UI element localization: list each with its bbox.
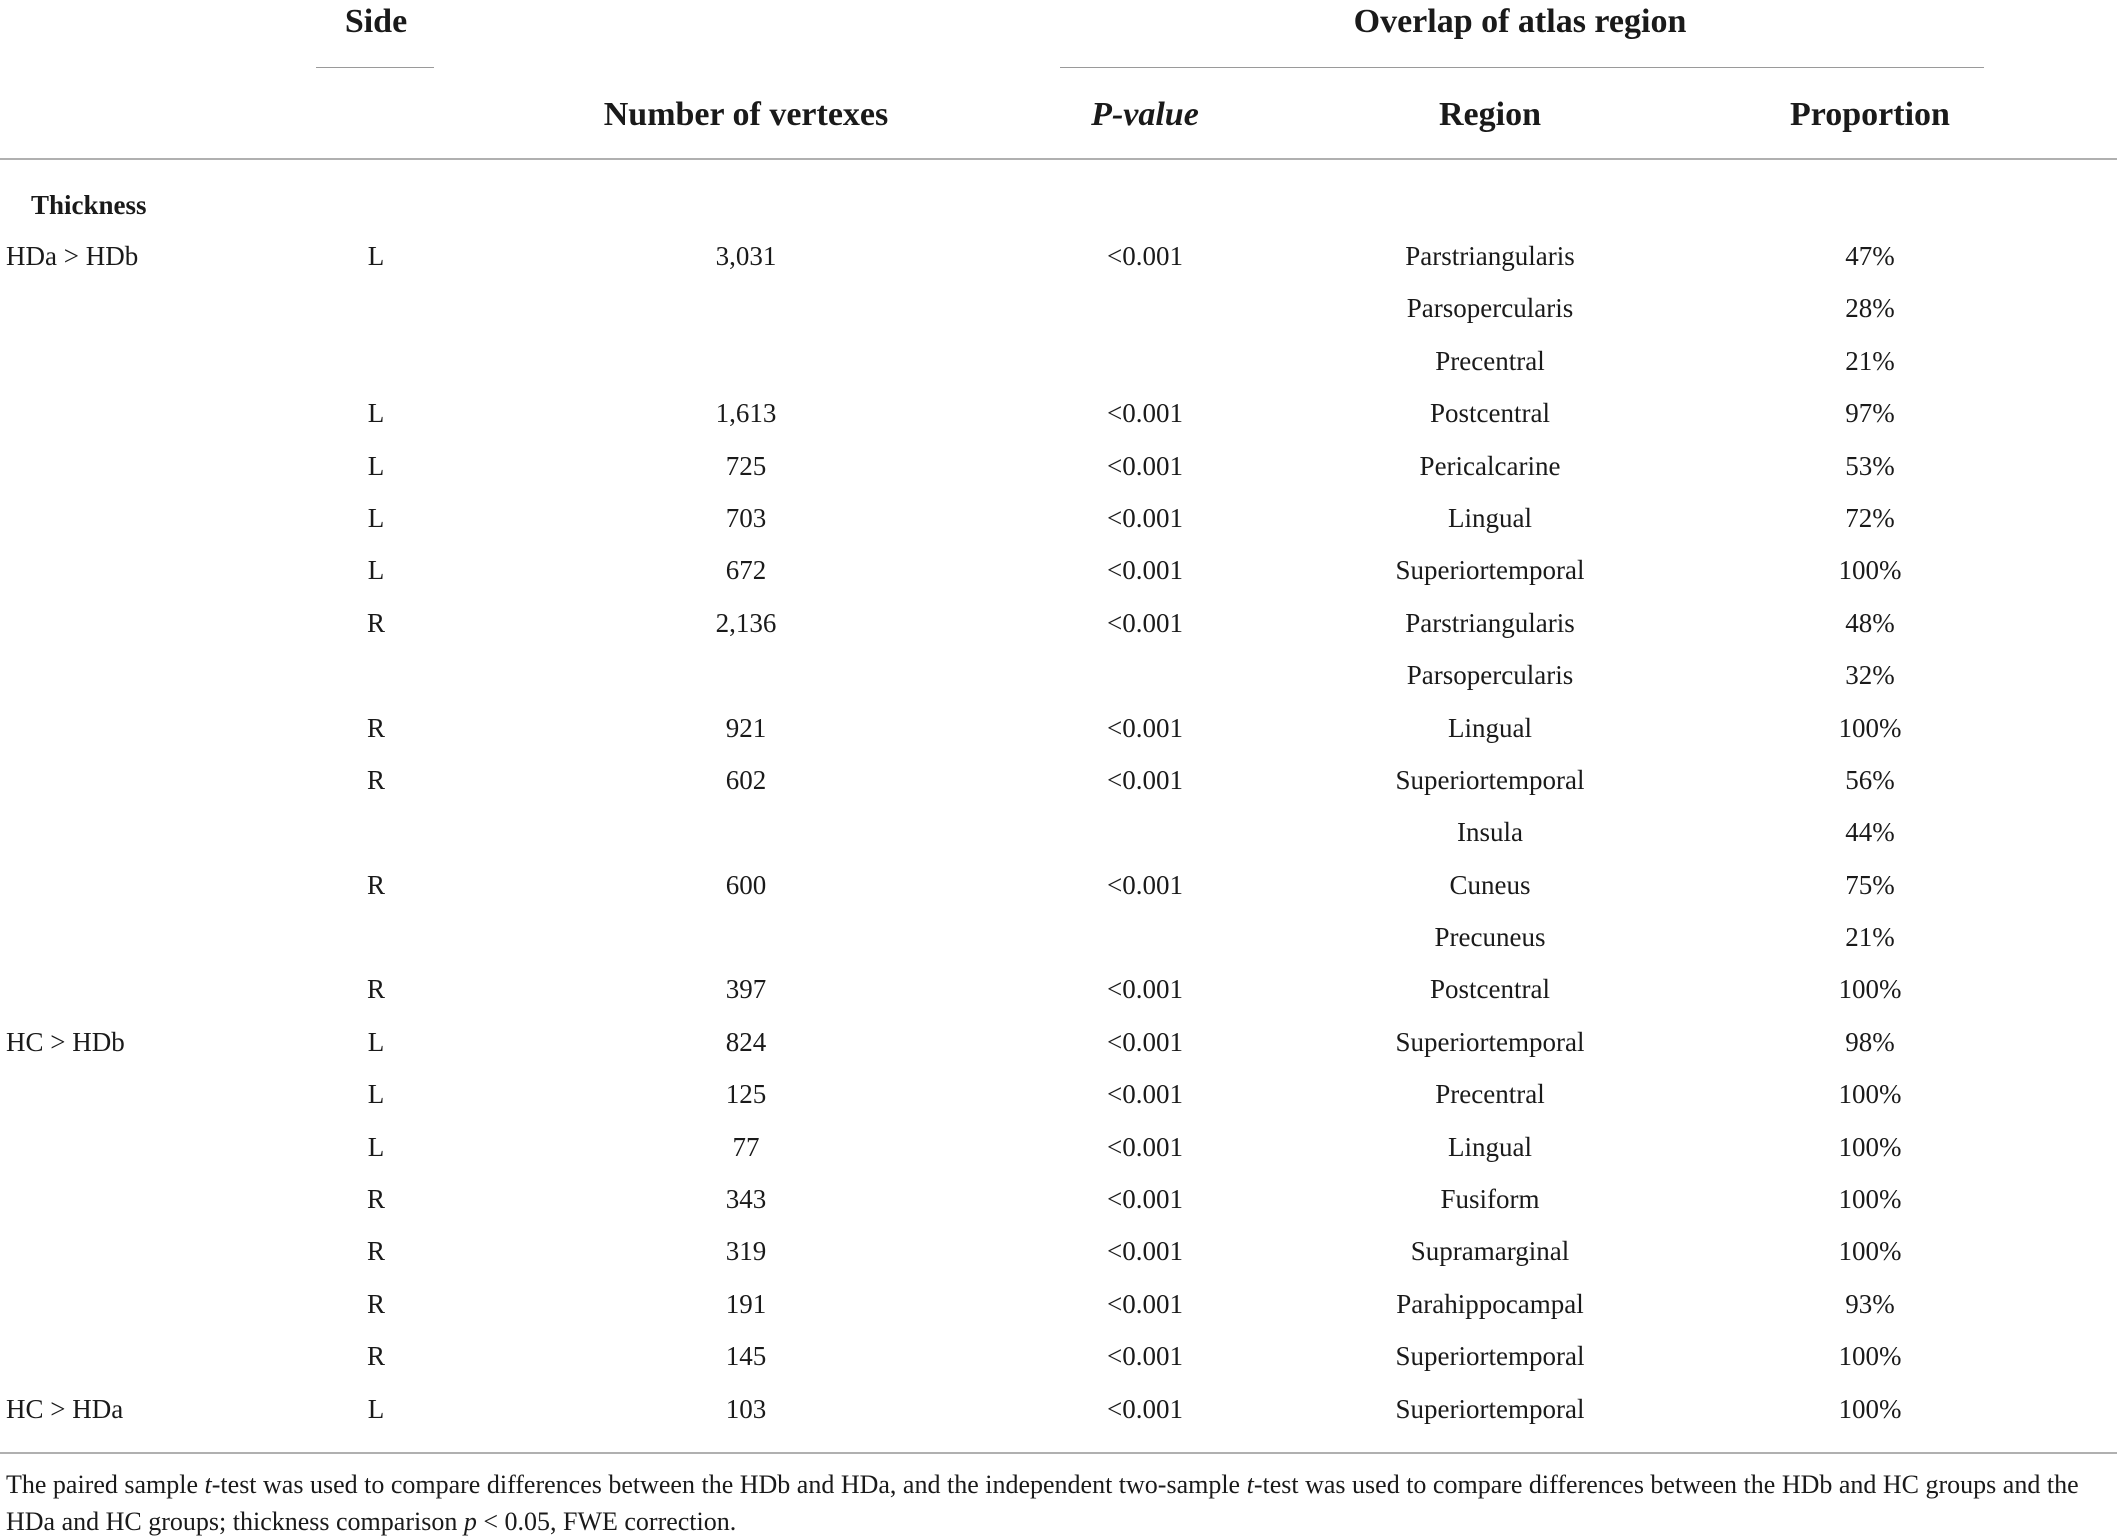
row-p-value: <0.001 — [1107, 1026, 1183, 1057]
row-vertexes: 703 — [725, 502, 767, 533]
row-p-value: <0.001 — [1107, 502, 1183, 533]
row-vertexes: 343 — [725, 1184, 767, 1215]
table-row — [0, 812, 2117, 864]
row-vertexes: 103 — [725, 1393, 767, 1424]
row-vertexes: 600 — [725, 869, 767, 900]
row-proportion: 75% — [1845, 869, 1895, 900]
header-region: Region — [1439, 96, 1541, 133]
footnote-part-1: The paired sample — [6, 1470, 205, 1499]
row-side: L — [367, 502, 385, 533]
row-vertexes: 3,031 — [715, 241, 777, 271]
row-region: Precentral — [1435, 345, 1545, 376]
row-vertexes: 725 — [725, 450, 767, 481]
row-group: HC > HDa — [6, 1393, 124, 1424]
row-side: L — [367, 241, 385, 271]
table-row — [0, 550, 2117, 602]
row-side: L — [367, 1079, 385, 1110]
row-proportion: 100% — [1838, 1393, 1902, 1424]
row-proportion: 53% — [1845, 450, 1895, 481]
row-proportion: 100% — [1838, 1236, 1902, 1267]
row-region: Postcentral — [1430, 974, 1550, 1005]
row-vertexes: 824 — [725, 1026, 767, 1057]
row-p-value: <0.001 — [1107, 555, 1183, 586]
row-region: Superiortemporal — [1395, 764, 1585, 795]
table-row — [0, 1127, 2117, 1179]
row-region: Lingual — [1448, 502, 1532, 533]
header-side: Side — [344, 3, 408, 40]
table-row — [0, 1022, 2117, 1074]
row-region: Parstriangularis — [1405, 241, 1575, 271]
row-vertexes: 319 — [725, 1236, 767, 1267]
row-proportion: 98% — [1845, 1026, 1895, 1057]
row-side: L — [367, 555, 385, 586]
row-vertexes: 125 — [725, 1079, 767, 1110]
table-row — [0, 969, 2117, 1021]
row-proportion: 21% — [1845, 922, 1895, 953]
row-vertexes: 921 — [725, 712, 767, 743]
table-row — [0, 1074, 2117, 1126]
row-region: Superiortemporal — [1395, 1393, 1585, 1424]
row-region: Precentral — [1435, 1079, 1545, 1110]
row-side: R — [366, 1184, 385, 1215]
row-side: R — [366, 869, 385, 900]
row-region: Pericalcarine — [1419, 450, 1561, 481]
row-vertexes: 672 — [725, 555, 767, 586]
row-proportion: 100% — [1838, 1131, 1902, 1162]
table-row — [0, 865, 2117, 917]
row-proportion: 100% — [1838, 1341, 1902, 1372]
table-row — [0, 341, 2117, 393]
table-row — [0, 917, 2117, 969]
row-p-value: <0.001 — [1107, 1288, 1183, 1319]
footnote-p-symbol: p — [463, 1507, 477, 1536]
table-row — [0, 1389, 2117, 1441]
table-row — [0, 236, 2117, 288]
header-proportion: Proportion — [1790, 96, 1950, 133]
row-region: Precuneus — [1434, 922, 1546, 953]
footnote-part-4: < 0.05, FWE correction. — [476, 1507, 737, 1536]
footnote-t-symbol-1: t — [204, 1470, 212, 1499]
table-row — [0, 708, 2117, 760]
row-group: HDa > HDb — [6, 241, 139, 271]
row-side: R — [366, 974, 385, 1005]
row-vertexes: 1,613 — [715, 398, 777, 429]
section-label-thickness: Thickness — [31, 190, 147, 220]
row-vertexes: 397 — [725, 974, 767, 1005]
row-p-value: <0.001 — [1107, 1079, 1183, 1110]
header-side-underline — [316, 67, 434, 68]
row-proportion: 28% — [1845, 293, 1895, 324]
header-overlap-underline — [1060, 67, 1984, 68]
table-row — [0, 288, 2117, 340]
row-region: Supramarginal — [1410, 1236, 1570, 1267]
table-body — [0, 236, 2117, 1441]
row-p-value: <0.001 — [1107, 1393, 1183, 1424]
row-group: HC > HDb — [6, 1026, 125, 1057]
row-region: Lingual — [1448, 1131, 1532, 1162]
table-footnote — [6, 1466, 2106, 1540]
row-proportion: 100% — [1838, 1184, 1902, 1215]
row-region: Parsopercularis — [1406, 660, 1574, 691]
row-proportion: 97% — [1845, 398, 1895, 429]
table-row — [0, 1284, 2117, 1336]
row-vertexes: 2,136 — [715, 607, 777, 638]
row-side: L — [367, 1131, 385, 1162]
row-p-value: <0.001 — [1107, 974, 1183, 1005]
row-proportion: 44% — [1845, 817, 1895, 848]
table-row — [0, 498, 2117, 550]
footer-rule — [0, 1452, 2117, 1454]
row-p-value: <0.001 — [1107, 1341, 1183, 1372]
footnote-part-3: -test was used to compare differences between the HDb and HC groups and the HDa and HC groups; thickness comparison — [6, 1470, 2079, 1536]
row-side: L — [367, 450, 385, 481]
table-row — [0, 446, 2117, 498]
table-row — [0, 603, 2117, 655]
row-vertexes: 602 — [725, 764, 767, 795]
footnote-t-symbol-2: t — [1246, 1470, 1254, 1499]
row-p-value: <0.001 — [1107, 398, 1183, 429]
row-proportion: 32% — [1845, 660, 1895, 691]
row-proportion: 100% — [1838, 555, 1902, 586]
row-region: Superiortemporal — [1395, 555, 1585, 586]
row-side: L — [367, 1393, 385, 1424]
row-region: Cuneus — [1449, 869, 1531, 900]
row-proportion: 93% — [1845, 1288, 1895, 1319]
row-side: R — [366, 764, 385, 795]
table-row — [0, 760, 2117, 812]
table-row — [0, 1179, 2117, 1231]
row-side: R — [366, 1341, 385, 1372]
row-side: L — [367, 1026, 385, 1057]
row-region: Parstriangularis — [1405, 607, 1575, 638]
row-p-value: <0.001 — [1107, 1184, 1183, 1215]
row-p-value: <0.001 — [1107, 712, 1183, 743]
row-vertexes: 145 — [725, 1341, 767, 1372]
row-region: Fusiform — [1440, 1184, 1540, 1215]
table-row — [0, 655, 2117, 707]
row-p-value: <0.001 — [1107, 450, 1183, 481]
header-number-of-vertexes: Number of vertexes — [603, 96, 889, 133]
row-side: R — [366, 712, 385, 743]
row-proportion: 100% — [1838, 712, 1902, 743]
row-proportion: 100% — [1838, 1079, 1902, 1110]
row-vertexes: 191 — [725, 1288, 767, 1319]
table-row — [0, 1336, 2117, 1388]
row-side: L — [367, 398, 385, 429]
header-p-value: P-value — [1091, 96, 1199, 133]
row-proportion: 47% — [1845, 241, 1895, 271]
row-p-value: <0.001 — [1107, 241, 1183, 271]
row-p-value: <0.001 — [1107, 869, 1183, 900]
header-overlap-atlas-region: Overlap of atlas region — [1353, 3, 1687, 40]
header-rule — [0, 158, 2117, 160]
table-row — [0, 1231, 2117, 1283]
row-side: R — [366, 1236, 385, 1267]
row-proportion: 56% — [1845, 764, 1895, 795]
row-p-value: <0.001 — [1107, 764, 1183, 795]
row-vertexes: 77 — [732, 1131, 760, 1162]
row-region: Superiortemporal — [1395, 1341, 1585, 1372]
footnote-part-2: -test was used to compare differences between the HDb and HDa, and the independent two-sample — [211, 1470, 1247, 1499]
row-proportion: 21% — [1845, 345, 1895, 376]
row-region: Lingual — [1448, 712, 1532, 743]
row-region: Superiortemporal — [1395, 1026, 1585, 1057]
row-side: R — [366, 1288, 385, 1319]
row-side: R — [366, 607, 385, 638]
row-proportion: 48% — [1845, 607, 1895, 638]
row-p-value: <0.001 — [1107, 1131, 1183, 1162]
row-region: Parsopercularis — [1406, 293, 1574, 324]
row-p-value: <0.001 — [1107, 607, 1183, 638]
row-p-value: <0.001 — [1107, 1236, 1183, 1267]
row-proportion: 100% — [1838, 974, 1902, 1005]
row-region: Insula — [1457, 817, 1523, 848]
table-row — [0, 393, 2117, 445]
row-region: Parahippocampal — [1396, 1288, 1584, 1319]
row-region: Postcentral — [1430, 398, 1550, 429]
row-proportion: 72% — [1845, 502, 1895, 533]
